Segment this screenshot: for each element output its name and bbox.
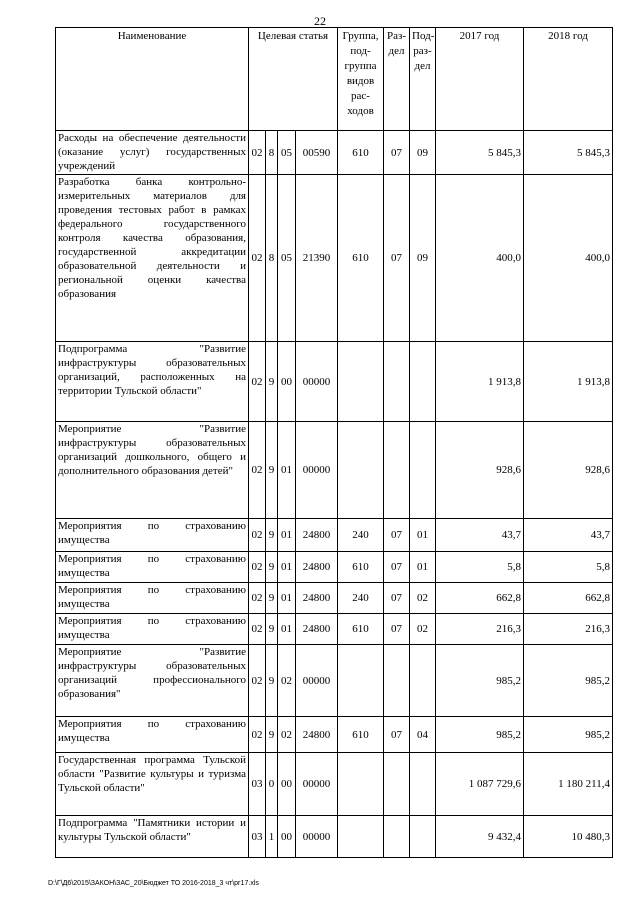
section-code: 07 [384, 717, 410, 753]
expense-group: 610 [338, 552, 384, 583]
amount-2018: 5 845,3 [524, 131, 613, 175]
section-code: 07 [384, 583, 410, 614]
subprogram-code: 9 [266, 422, 278, 519]
subsection-code: 09 [410, 175, 436, 342]
subprogram-code: 0 [266, 753, 278, 816]
expense-group [338, 645, 384, 717]
expense-group [338, 342, 384, 422]
subprogram-code: 9 [266, 342, 278, 422]
program-code: 02 [249, 131, 266, 175]
section-code [384, 645, 410, 717]
expense-group [338, 422, 384, 519]
subprogram-code: 1 [266, 816, 278, 858]
amount-2018: 5,8 [524, 552, 613, 583]
amount-2018: 1 913,8 [524, 342, 613, 422]
row-name: Мероприятия по страхованию имущества [56, 552, 249, 583]
program-code: 02 [249, 422, 266, 519]
program-code: 02 [249, 175, 266, 342]
measure-code: 01 [278, 583, 296, 614]
program-code: 02 [249, 614, 266, 645]
expense-group: 610 [338, 175, 384, 342]
table-header-row [56, 28, 613, 131]
row-name: Государственная программа Тульской области "Развитие культуры и туризма Тульской области" [56, 753, 249, 816]
direction-code: 24800 [296, 717, 338, 753]
direction-code: 00000 [296, 422, 338, 519]
program-code: 02 [249, 552, 266, 583]
section-code [384, 753, 410, 816]
expense-group: 610 [338, 717, 384, 753]
header-name: Наименование [56, 28, 249, 131]
subsection-code [410, 342, 436, 422]
table-row [56, 816, 613, 858]
budget-table [55, 27, 613, 858]
subprogram-code: 8 [266, 131, 278, 175]
program-code: 02 [249, 342, 266, 422]
header-target-article: Целевая статья [249, 28, 338, 131]
expense-group: 610 [338, 131, 384, 175]
direction-code: 24800 [296, 583, 338, 614]
section-code [384, 816, 410, 858]
subsection-code [410, 422, 436, 519]
program-code: 02 [249, 519, 266, 552]
subprogram-code: 9 [266, 519, 278, 552]
row-name: Разработка банка контрольно-измерительных материалов для проведения тестовых работ в рамках федерального государственного контроля качества образования, государственной аккредитации образовательной деятельности и региональной оценки качества образования [56, 175, 249, 342]
file-path-footer: D:\Г\Д6\2015\ЗАКОН\ЗАС_20\Бюджет ТО 2016-2018_3 чт\рг17.xls [48, 880, 259, 887]
row-name: Мероприятия по страхованию имущества [56, 717, 249, 753]
subprogram-code: 9 [266, 552, 278, 583]
table-row [56, 175, 613, 342]
section-code [384, 342, 410, 422]
row-name: Мероприятия по страхованию имущества [56, 614, 249, 645]
subprogram-code: 9 [266, 583, 278, 614]
expense-group: 610 [338, 614, 384, 645]
measure-code: 01 [278, 614, 296, 645]
expense-group [338, 816, 384, 858]
amount-2017: 985,2 [436, 717, 524, 753]
amount-2017: 928,6 [436, 422, 524, 519]
measure-code: 05 [278, 175, 296, 342]
subsection-code [410, 645, 436, 717]
subsection-code: 02 [410, 583, 436, 614]
subprogram-code: 9 [266, 614, 278, 645]
direction-code: 21390 [296, 175, 338, 342]
direction-code: 00000 [296, 753, 338, 816]
amount-2017: 400,0 [436, 175, 524, 342]
row-name: Мероприятие "Развитие инфраструктуры образовательных организаций дошкольного, общего и дополнительного образования детей" [56, 422, 249, 519]
amount-2017: 216,3 [436, 614, 524, 645]
amount-2018: 400,0 [524, 175, 613, 342]
direction-code: 00000 [296, 645, 338, 717]
amount-2018: 1 180 211,4 [524, 753, 613, 816]
measure-code: 00 [278, 342, 296, 422]
header-2018: 2018 год [524, 28, 613, 131]
amount-2018: 662,8 [524, 583, 613, 614]
measure-code: 00 [278, 753, 296, 816]
amount-2017: 43,7 [436, 519, 524, 552]
program-code: 02 [249, 717, 266, 753]
row-name: Мероприятие "Развитие инфраструктуры образовательных организаций профессионального образования" [56, 645, 249, 717]
measure-code: 05 [278, 131, 296, 175]
table-row [56, 614, 613, 645]
direction-code: 24800 [296, 614, 338, 645]
row-name: Мероприятия по страхованию имущества [56, 583, 249, 614]
subsection-code [410, 816, 436, 858]
program-code: 02 [249, 583, 266, 614]
measure-code: 02 [278, 717, 296, 753]
section-code: 07 [384, 131, 410, 175]
section-code: 07 [384, 519, 410, 552]
measure-code: 01 [278, 519, 296, 552]
amount-2018: 43,7 [524, 519, 613, 552]
direction-code: 00000 [296, 342, 338, 422]
row-name: Расходы на обеспечение деятельности (оказание услуг) государственных учреждений [56, 131, 249, 175]
expense-group [338, 753, 384, 816]
header-subsection: Под- раз- дел [410, 28, 436, 131]
subsection-code: 09 [410, 131, 436, 175]
section-code: 07 [384, 175, 410, 342]
table-row [56, 552, 613, 583]
amount-2018: 10 480,3 [524, 816, 613, 858]
measure-code: 01 [278, 552, 296, 583]
measure-code: 01 [278, 422, 296, 519]
table-row [56, 583, 613, 614]
table-row [56, 753, 613, 816]
program-code: 03 [249, 753, 266, 816]
expense-group: 240 [338, 583, 384, 614]
direction-code: 24800 [296, 552, 338, 583]
table-row [56, 131, 613, 175]
amount-2017: 662,8 [436, 583, 524, 614]
program-code: 02 [249, 645, 266, 717]
direction-code: 24800 [296, 519, 338, 552]
amount-2017: 9 432,4 [436, 816, 524, 858]
amount-2017: 985,2 [436, 645, 524, 717]
direction-code: 00590 [296, 131, 338, 175]
subsection-code: 02 [410, 614, 436, 645]
subsection-code [410, 753, 436, 816]
subsection-code: 04 [410, 717, 436, 753]
amount-2018: 216,3 [524, 614, 613, 645]
row-name: Подпрограмма "Памятники истории и культуры Тульской области" [56, 816, 249, 858]
row-name: Подпрограмма "Развитие инфраструктуры образовательных организаций, расположенных на территории Тульской области" [56, 342, 249, 422]
amount-2017: 1 913,8 [436, 342, 524, 422]
direction-code: 00000 [296, 816, 338, 858]
amount-2018: 985,2 [524, 717, 613, 753]
table-row [56, 342, 613, 422]
amount-2017: 1 087 729,6 [436, 753, 524, 816]
amount-2018: 985,2 [524, 645, 613, 717]
subprogram-code: 8 [266, 175, 278, 342]
table-row [56, 645, 613, 717]
section-code: 07 [384, 552, 410, 583]
header-2017: 2017 год [436, 28, 524, 131]
amount-2018: 928,6 [524, 422, 613, 519]
page-number: 22 [314, 14, 326, 28]
header-section: Раз- дел [384, 28, 410, 131]
subprogram-code: 9 [266, 645, 278, 717]
subsection-code: 01 [410, 552, 436, 583]
section-code: 07 [384, 614, 410, 645]
table-row [56, 717, 613, 753]
program-code: 03 [249, 816, 266, 858]
header-expense-group: Группа, под- группа видов рас- ходов [338, 28, 384, 131]
measure-code: 02 [278, 645, 296, 717]
amount-2017: 5 845,3 [436, 131, 524, 175]
row-name: Мероприятия по страхованию имущества [56, 519, 249, 552]
measure-code: 00 [278, 816, 296, 858]
subsection-code: 01 [410, 519, 436, 552]
amount-2017: 5,8 [436, 552, 524, 583]
section-code [384, 422, 410, 519]
table-row [56, 422, 613, 519]
expense-group: 240 [338, 519, 384, 552]
subprogram-code: 9 [266, 717, 278, 753]
table-row [56, 519, 613, 552]
